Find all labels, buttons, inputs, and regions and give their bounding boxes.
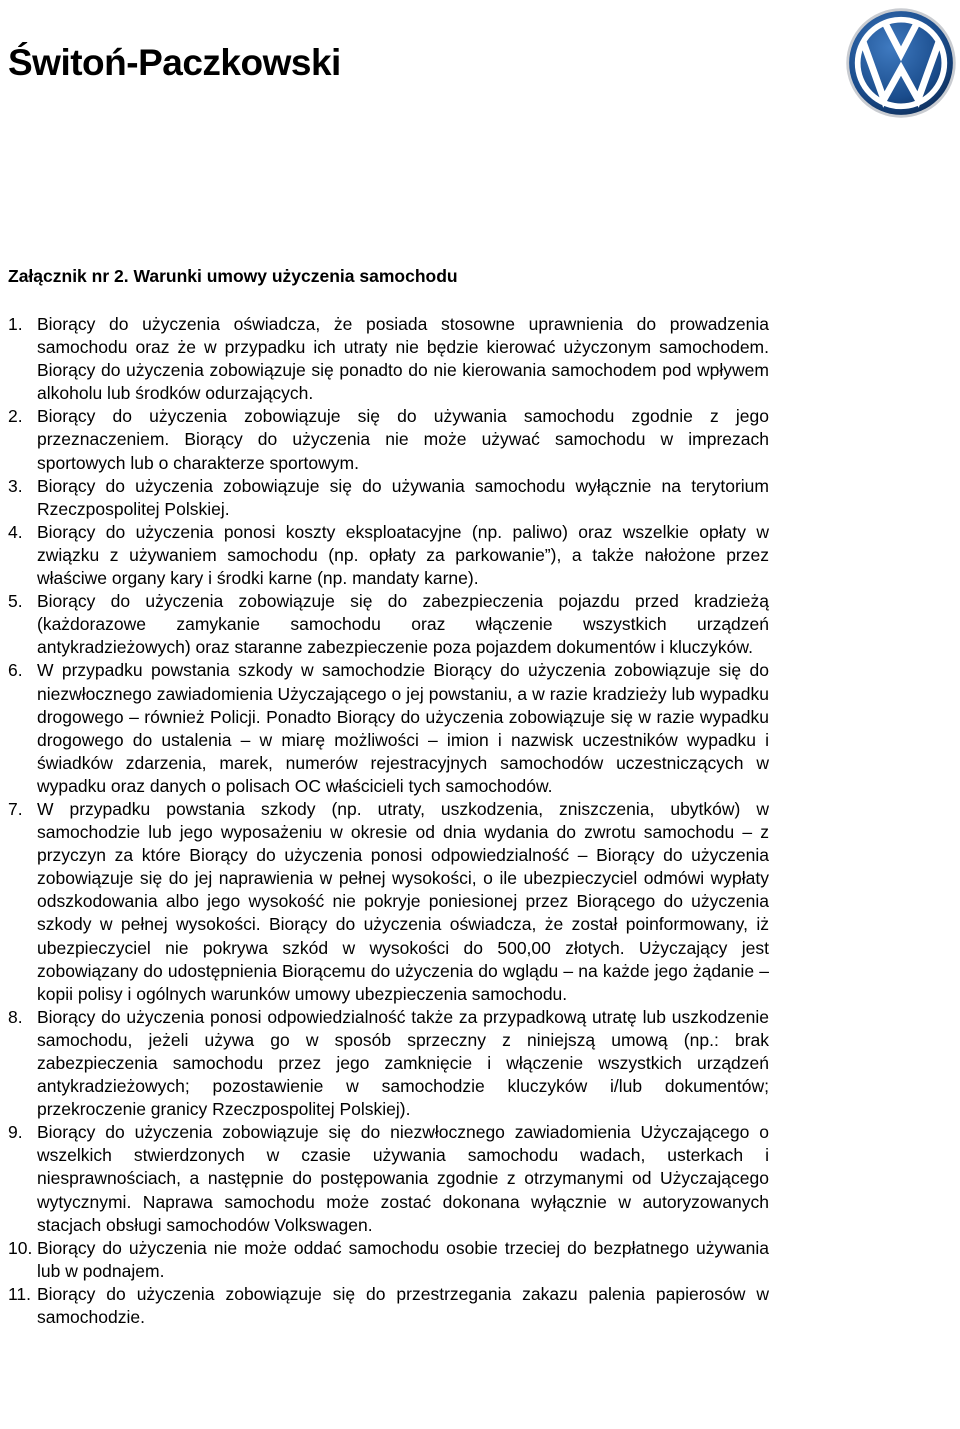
clause-number: 4. [8,521,23,542]
document-title: Załącznik nr 2. Warunki umowy użyczenia samochodu [8,266,458,286]
clause-number: 1. [8,314,23,334]
clause-list [0,313,960,1329]
clause-number: 6. [8,660,23,681]
vw-logo-icon [844,6,958,120]
clause-item [0,1237,769,1283]
clause-number: 9. [8,1122,23,1143]
clause-text: Biorący do użyczenia ponosi odpowiedzialność także za przypadkową utratę lub uszkodzenie samochodu, jeżeli używa go w sposób sprzeczny z niniejszą umową (np.: brak zabezpieczenia samochodu przez jego zamknięcie i włączenie wszystkich urządzeń antykradzieżowych; pozostawienie w samochodzie kluczyków i/lub dokumentów; przekroczenie granicy Rzeczpospolitej Polskiej). [37,1006,769,1120]
clause-number: 3. [8,475,23,496]
clause-item [0,659,769,798]
clause-item [0,1283,769,1329]
clause-number: 5. [8,591,23,612]
clause-text: Biorący do użyczenia zobowiązuje się do zabezpieczenia pojazdu przed kradzieżą (każdorazowe zamykanie samochodu oraz włączenie wszystkich urządzeń antykradzieżowych) oraz staranne zabezpieczenie poza pojazdem dokumentów i kluczyków. [37,591,769,658]
clause-text: Biorący do użyczenia ponosi koszty eksploatacyjne (np. paliwo) oraz wszelkie opłaty w związku z używaniem samochodu (np. opłaty za parkowanie”), a także nałożone przez właściwe organy kary i środki karne (np. mandaty karne). [37,521,769,589]
clause-item [0,475,769,521]
clause-number: 7. [8,798,23,819]
clause-item [0,313,769,405]
clause-text: Biorący do użyczenia zobowiązuje się do niezwłocznego zawiadomienia Użyczającego o wszelkich stwierdzonych w czasie używania samochodu wadach, usterkach i niesprawnościach, a następnie do postępowania zgodnie z otrzymanymi od Użyczającego wytycznymi. Naprawa samochodu może zostać dokonana wyłącznie w autoryzowanych stacjach obsługi samochodów Volkswagen. [37,1122,769,1235]
clause-number: 11. [8,1283,32,1304]
clause-text: Biorący do użyczenia zobowiązuje się do używania samochodu zgodnie z jego przeznaczeniem. Biorący do użyczenia nie może używać samochodu w imprezach sportowych lub o charakterze sportowym. [37,406,769,473]
clause-text: Biorący do użyczenia nie może oddać samochodu osobie trzeciej do bezpłatnego używania lub w podnajem. [37,1237,769,1281]
clause-text: W przypadku powstania szkody w samochodzie Biorący do użyczenia zobowiązuje się do niezwłocznego zawiadomienia Użyczającego o jej powstaniu, a w razie kradzieży lub wypadku drogowego – również Policji. Ponadto Biorący do użyczenia zobowiązuje się w razie wypadku drogowego do ustalenia – w miarę możliwości – imion i nazwisk uczestników wypadku i świadków zdarzenia, marek, numerów rejestracyjnych samochodów uczestniczących w wypadku oraz danych o polisach OC właścicieli tych samochodów. [37,660,769,796]
clause-item [0,1121,769,1236]
clause-number: 8. [8,1006,23,1027]
clause-item [0,521,769,590]
clause-text: W przypadku powstania szkody (np. utraty, uszkodzenia, zniszczenia, ubytków) w samochodzie lub jego wyposażeniu w okresie od dnia wydania do zwrotu samochodu – z przyczyn za które Biorący do użyczenia ponosi odpowiedzialność – Biorący do użyczenia zobowiązuje się do jej naprawienia w pełnej wysokości, o ile ubezpieczyciel odmówi wypłaty odszkodowania albo jego wysokość nie pokryje poniesionej przez Biorącego do użyczenia szkody w pełnej wysokości. Biorący do użyczenia oświadcza, że został poinformowany, iż ubezpieczyciel nie pokrywa szkód w wysokości do 500,00 złotych. Użyczający jest zobowiązany do udostępnienia Biorącemu do użyczenia do wglądu – na każde jego żądanie – kopii polisy i ogólnych warunków umowy ubezpieczenia samochodu. [37,798,769,1004]
clause-item [0,590,769,659]
clause-item [0,798,769,1006]
clause-item [0,1006,769,1121]
clause-number: 2. [8,406,23,427]
clause-text: Biorący do użyczenia zobowiązuje się do przestrzegania zakazu palenia papierosów w samochodzie. [37,1283,769,1328]
clause-item [0,405,769,474]
clause-text: Biorący do użyczenia zobowiązuje się do używania samochodu wyłącznie na terytorium Rzeczpospolitej Polskiej. [37,475,769,519]
company-logo-text: Świtoń-Paczkowski [8,42,341,83]
clause-number: 10. [8,1237,33,1258]
clause-text: Biorący do użyczenia oświadcza, że posiada stosowne uprawnienia do prowadzenia samochodu oraz że w przypadku ich utraty nie będzie kierować użyczonym samochodem. Biorący do użyczenia zobowiązuje się ponadto do nie kierowania samochodem pod wpływem alkoholu lub środków odurzających. [37,314,769,404]
